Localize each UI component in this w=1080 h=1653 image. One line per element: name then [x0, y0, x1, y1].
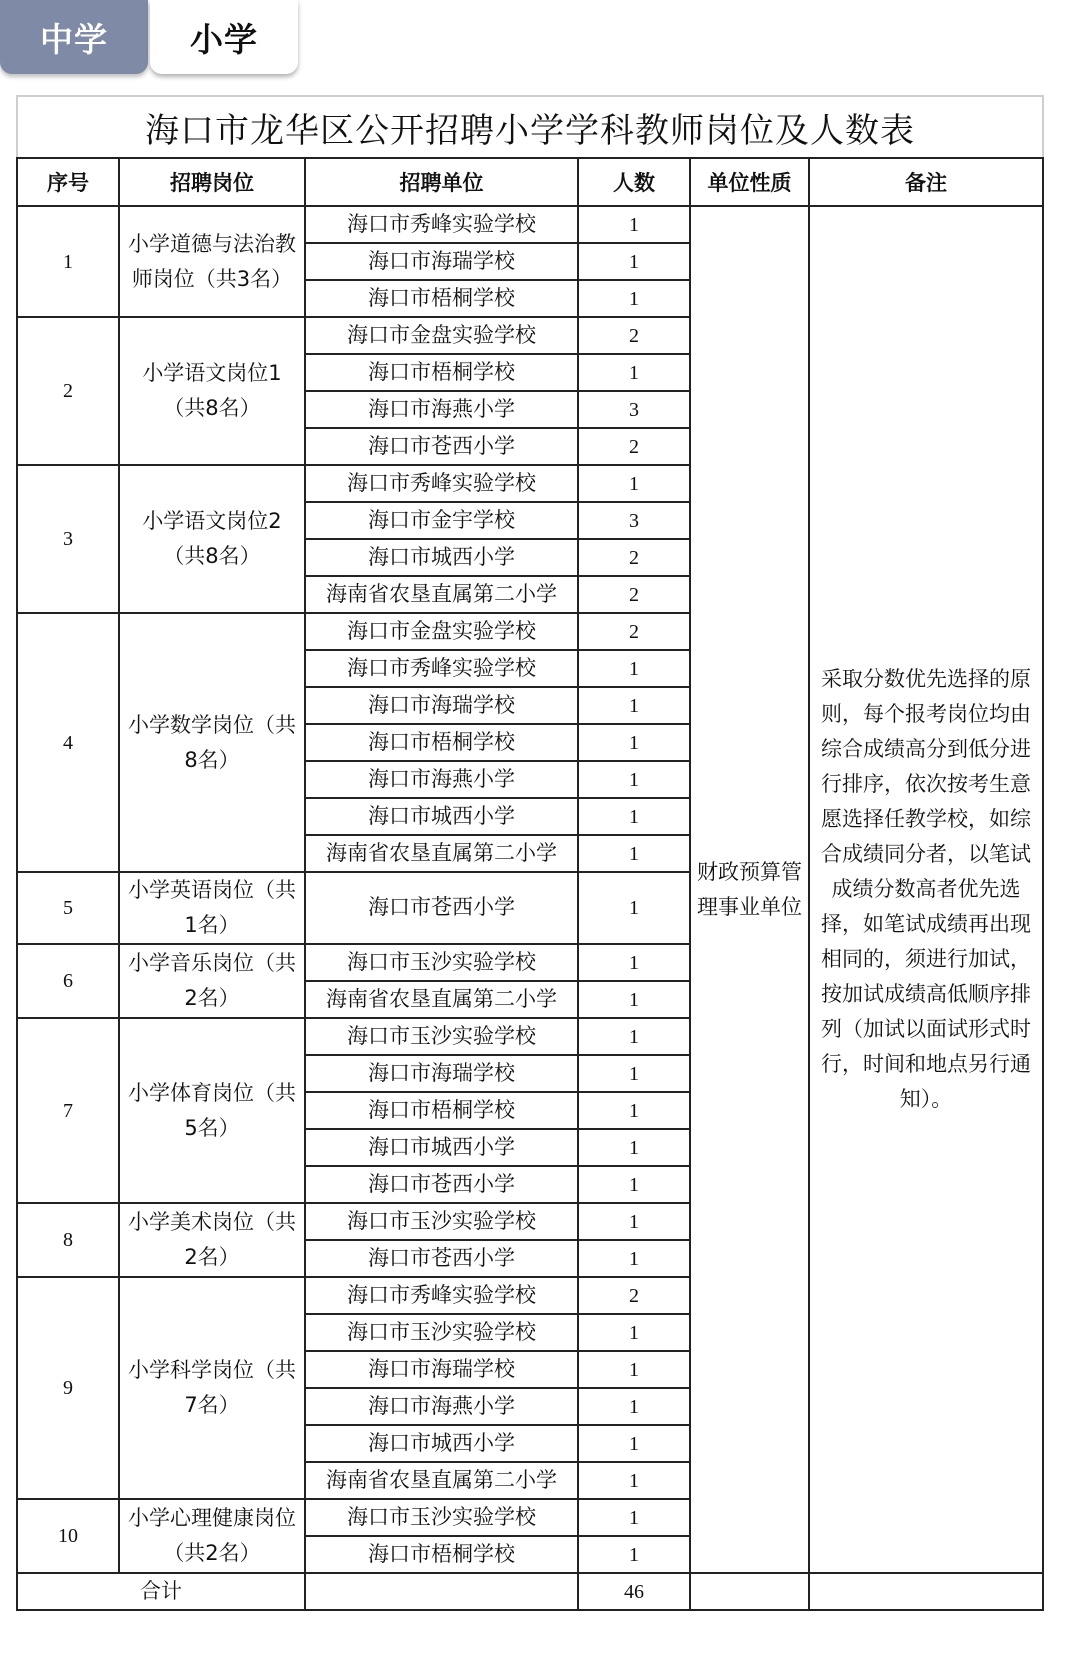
header-note: 备注 — [809, 158, 1043, 206]
header-unit: 招聘单位 — [305, 158, 578, 206]
row-count: 1 — [578, 1055, 690, 1092]
header-index: 序号 — [17, 158, 119, 206]
row-unit: 海口市玉沙实验学校 — [305, 1314, 578, 1351]
row-count: 1 — [578, 1018, 690, 1055]
row-index: 8 — [17, 1203, 119, 1277]
row-count: 1 — [578, 1166, 690, 1203]
row-unit: 海口市梧桐学校 — [305, 354, 578, 391]
recruitment-table-container — [16, 95, 1042, 1611]
row-position: 小学音乐岗位（共2名） — [119, 944, 305, 1018]
row-count: 1 — [578, 835, 690, 872]
row-unit: 海口市海瑞学校 — [305, 243, 578, 280]
row-count: 1 — [578, 354, 690, 391]
row-unit: 海南省农垦直属第二小学 — [305, 981, 578, 1018]
row-unit: 海南省农垦直属第二小学 — [305, 576, 578, 613]
row-unit: 海口市海瑞学校 — [305, 687, 578, 724]
row-unit: 海口市苍西小学 — [305, 872, 578, 944]
header-row — [17, 158, 1043, 206]
total-note-empty — [809, 1573, 1043, 1610]
total-label: 合计 — [17, 1573, 305, 1610]
row-count: 1 — [578, 1351, 690, 1388]
row-position: 小学道德与法治教师岗位（共3名） — [119, 206, 305, 317]
row-count: 1 — [578, 1462, 690, 1499]
tab-primary-school[interactable]: 小学 — [150, 0, 298, 74]
total-count: 46 — [578, 1573, 690, 1610]
row-position: 小学科学岗位（共7名） — [119, 1277, 305, 1499]
row-index: 7 — [17, 1018, 119, 1203]
row-count: 1 — [578, 944, 690, 981]
row-index: 3 — [17, 465, 119, 613]
row-count: 2 — [578, 317, 690, 354]
row-unit: 海口市秀峰实验学校 — [305, 465, 578, 502]
row-position: 小学语文岗位2（共8名） — [119, 465, 305, 613]
row-unit: 海口市海瑞学校 — [305, 1351, 578, 1388]
row-position: 小学语文岗位1（共8名） — [119, 317, 305, 465]
row-unit: 海口市梧桐学校 — [305, 724, 578, 761]
row-index: 6 — [17, 944, 119, 1018]
row-unit: 海口市苍西小学 — [305, 1240, 578, 1277]
total-nature-empty — [690, 1573, 809, 1610]
table-title: 海口市龙华区公开招聘小学学科教师岗位及人数表 — [17, 96, 1043, 158]
row-count: 1 — [578, 1536, 690, 1573]
row-unit: 海口市城西小学 — [305, 1129, 578, 1166]
row-count: 1 — [578, 798, 690, 835]
header-count: 人数 — [578, 158, 690, 206]
row-unit: 海口市城西小学 — [305, 1425, 578, 1462]
row-count: 1 — [578, 1129, 690, 1166]
row-index: 2 — [17, 317, 119, 465]
row-index: 4 — [17, 613, 119, 872]
row-count: 1 — [578, 1092, 690, 1129]
row-index: 5 — [17, 872, 119, 944]
table-body — [17, 206, 1043, 1610]
table-row — [17, 206, 1043, 243]
row-unit: 海口市城西小学 — [305, 798, 578, 835]
row-count: 1 — [578, 872, 690, 944]
row-count: 2 — [578, 1277, 690, 1314]
row-index: 9 — [17, 1277, 119, 1499]
tab-middle-school[interactable]: 中学 — [0, 0, 148, 74]
row-unit: 海口市城西小学 — [305, 539, 578, 576]
row-index: 10 — [17, 1499, 119, 1573]
row-count: 1 — [578, 981, 690, 1018]
row-count: 1 — [578, 1425, 690, 1462]
row-count: 1 — [578, 650, 690, 687]
unit-nature: 财政预算管理事业单位 — [690, 206, 809, 1573]
row-count: 1 — [578, 687, 690, 724]
row-position: 小学美术岗位（共2名） — [119, 1203, 305, 1277]
row-count: 2 — [578, 576, 690, 613]
row-unit: 海口市海燕小学 — [305, 761, 578, 798]
row-position: 小学体育岗位（共5名） — [119, 1018, 305, 1203]
row-unit: 海口市秀峰实验学校 — [305, 650, 578, 687]
header-position: 招聘岗位 — [119, 158, 305, 206]
row-count: 3 — [578, 502, 690, 539]
row-unit: 海南省农垦直属第二小学 — [305, 1462, 578, 1499]
tab-bar — [0, 0, 320, 78]
row-unit: 海口市苍西小学 — [305, 428, 578, 465]
row-unit: 海口市海瑞学校 — [305, 1055, 578, 1092]
row-count: 1 — [578, 761, 690, 798]
remarks: 采取分数优先选择的原则，每个报考岗位均由综合成绩高分到低分进行排序，依次按考生意愿选择任教学校，如综合成绩同分者，以笔试成绩分数高者优先选择，如笔试成绩再出现相同的，须进行加试，按加试成绩高低顺序排列（加试以面试形式时行，时间和地点另行通知）。 — [809, 206, 1043, 1573]
row-unit: 海口市秀峰实验学校 — [305, 206, 578, 243]
row-unit: 海口市梧桐学校 — [305, 280, 578, 317]
total-unit-empty — [305, 1573, 578, 1610]
row-position: 小学英语岗位（共1名） — [119, 872, 305, 944]
row-count: 1 — [578, 243, 690, 280]
row-unit: 海口市海燕小学 — [305, 1388, 578, 1425]
row-unit: 海口市玉沙实验学校 — [305, 944, 578, 981]
row-count: 1 — [578, 280, 690, 317]
row-unit: 海口市苍西小学 — [305, 1166, 578, 1203]
row-unit: 海口市金盘实验学校 — [305, 317, 578, 354]
row-count: 2 — [578, 613, 690, 650]
row-count: 1 — [578, 1388, 690, 1425]
total-row — [17, 1573, 1043, 1610]
row-unit: 海口市金盘实验学校 — [305, 613, 578, 650]
row-unit: 海口市金宇学校 — [305, 502, 578, 539]
header-nature: 单位性质 — [690, 158, 809, 206]
row-unit: 海南省农垦直属第二小学 — [305, 835, 578, 872]
row-unit: 海口市梧桐学校 — [305, 1092, 578, 1129]
row-count: 1 — [578, 1499, 690, 1536]
row-count: 1 — [578, 465, 690, 502]
row-count: 1 — [578, 1203, 690, 1240]
row-count: 1 — [578, 206, 690, 243]
row-unit: 海口市玉沙实验学校 — [305, 1499, 578, 1536]
row-count: 1 — [578, 724, 690, 761]
recruitment-table — [16, 95, 1044, 1611]
row-count: 2 — [578, 428, 690, 465]
row-unit: 海口市梧桐学校 — [305, 1536, 578, 1573]
row-count: 2 — [578, 539, 690, 576]
row-unit: 海口市秀峰实验学校 — [305, 1277, 578, 1314]
row-count: 1 — [578, 1240, 690, 1277]
row-unit: 海口市海燕小学 — [305, 391, 578, 428]
row-index: 1 — [17, 206, 119, 317]
row-count: 3 — [578, 391, 690, 428]
row-unit: 海口市玉沙实验学校 — [305, 1018, 578, 1055]
row-count: 1 — [578, 1314, 690, 1351]
row-position: 小学心理健康岗位（共2名） — [119, 1499, 305, 1573]
row-unit: 海口市玉沙实验学校 — [305, 1203, 578, 1240]
row-position: 小学数学岗位（共8名） — [119, 613, 305, 872]
